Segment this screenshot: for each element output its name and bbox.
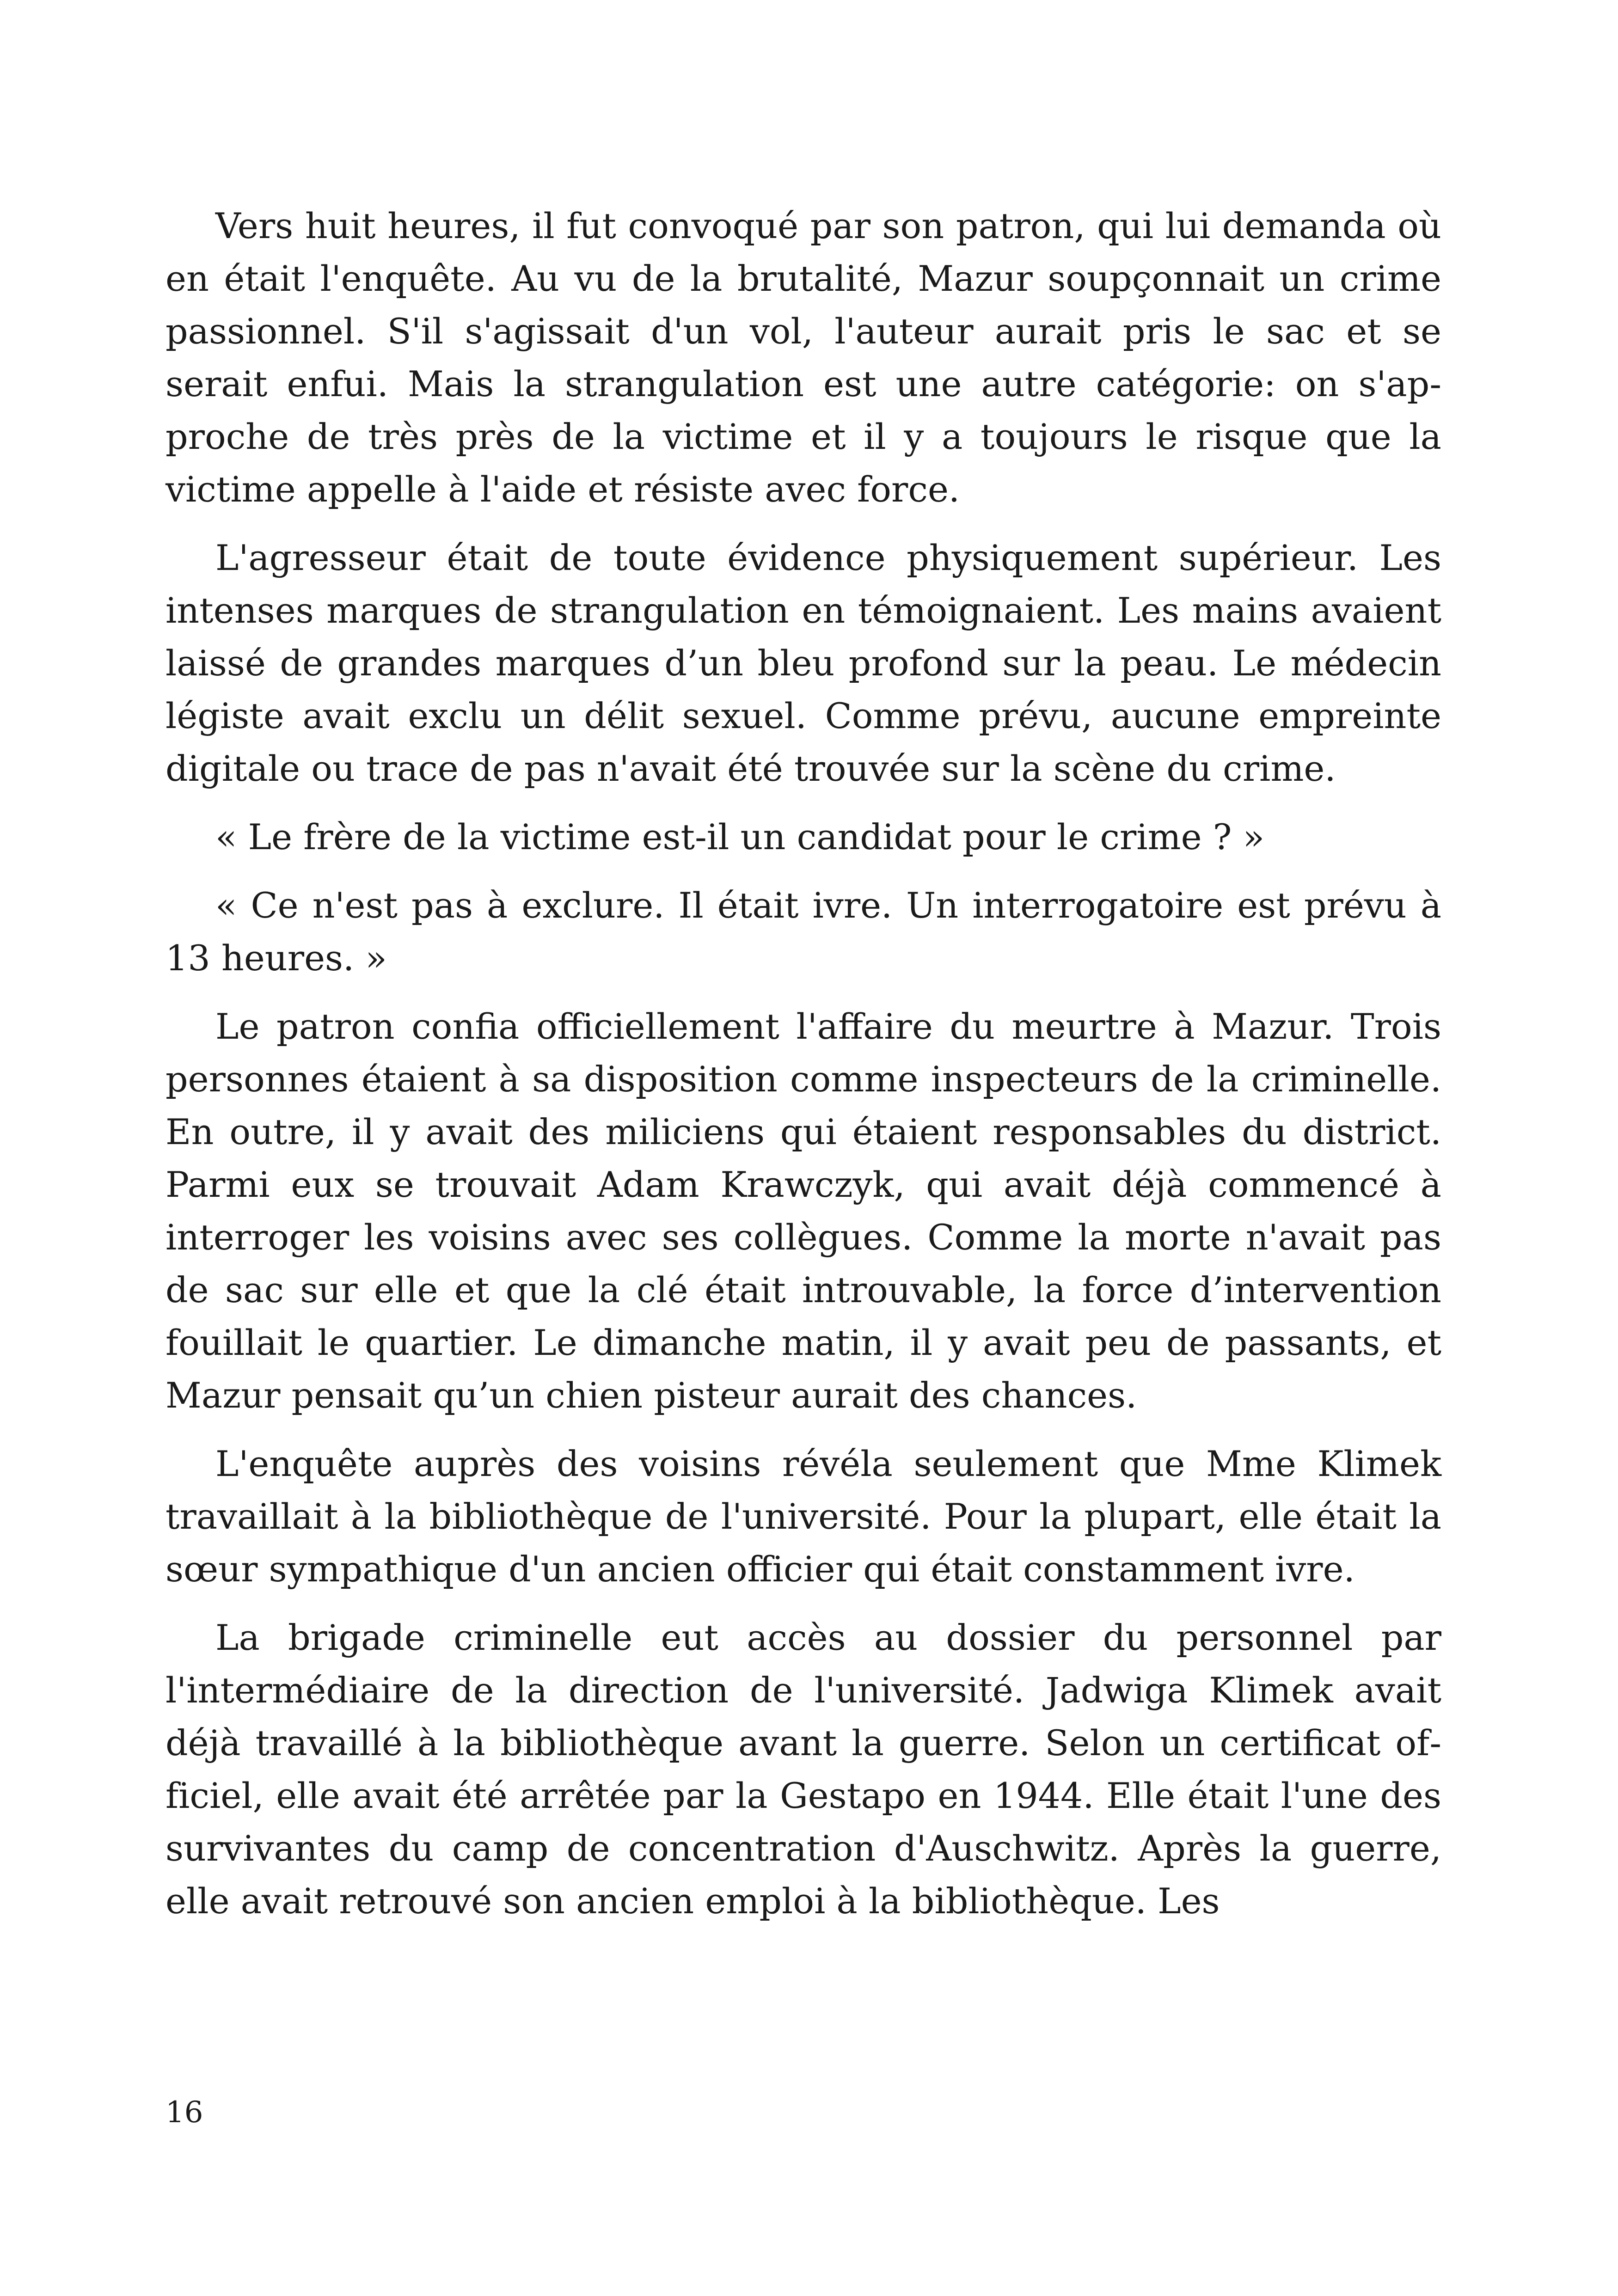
paragraph-4: « Ce n'est pas à exclure. Il était ivre. Un interrogatoire est prévu à 13 heures. » (165, 885, 1441, 979)
body-text (165, 200, 1441, 1943)
paragraph-1: Vers huit heures, il fut convoqué par son patron, qui lui demanda où en était l'enquête. Au vu de la brutalité, Mazur soupçonnait un crime passionnel. S'il s'agissait d'un vol, l'auteur aurait pris le sac et se serait enfui. Mais la strangulation est une autre catégorie: on s'approche de très près de la victime et il y a toujours le risque que la victime appelle à l'aide et résiste avec force. (165, 205, 1441, 510)
paragraph-3: « Le frère de la victime est-il un candidat pour le crime ? » (215, 816, 1265, 857)
paragraph-5: Le patron confia officiellement l'affaire du meurtre à Mazur. Trois personnes étaient à sa disposition comme inspecteurs de la criminelle. En outre, il y avait des miliciens qui étaient responsables du district. Parmi eux se trouvait Adam Krawczyk, qui avait déjà commencé à interroger les voisins avec ses collègues. Comme la morte n'avait pas de sac sur elle et que la clé était introuvable, la force d’intervention fouillait le quartier. Le dimanche matin, il y avait peu de passants, et Mazur pensait qu’un chien pisteur aurait des chances. (165, 1006, 1441, 1416)
page-number: 16 (165, 2095, 203, 2130)
paragraph-7: La brigade criminelle eut accès au dossier du personnel par l'intermédiaire de la direction de l'université. Jadwiga Klimek avait déjà travaillé à la bibliothèque avant la guerre. Selon un certificat officiel, elle avait été arrêtée par la Gestapo en 1944. Elle était l'une des survivantes du camp de concentration d'Auschwitz. Après la guerre, elle avait retrouvé son ancien emploi à la bibliothèque. Les (165, 1617, 1441, 1922)
paragraph-2: L'agresseur était de toute évidence physiquement supérieur. Les intenses marques de strangulation en témoignaient. Les mains avaient laissé de grandes marques d’un bleu profond sur la peau. Le médecin légiste avait exclu un délit sexuel. Comme prévu, aucune empreinte digitale ou trace de pas n'avait été trouvée sur la scène du crime. (165, 537, 1441, 789)
paragraph-6: L'enquête auprès des voisins révéla seulement que Mme Klimek travaillait à la bibliothèque de l'université. Pour la plupart, elle était la sœur sympathique d'un ancien officier qui était constamment ivre. (165, 1443, 1441, 1590)
